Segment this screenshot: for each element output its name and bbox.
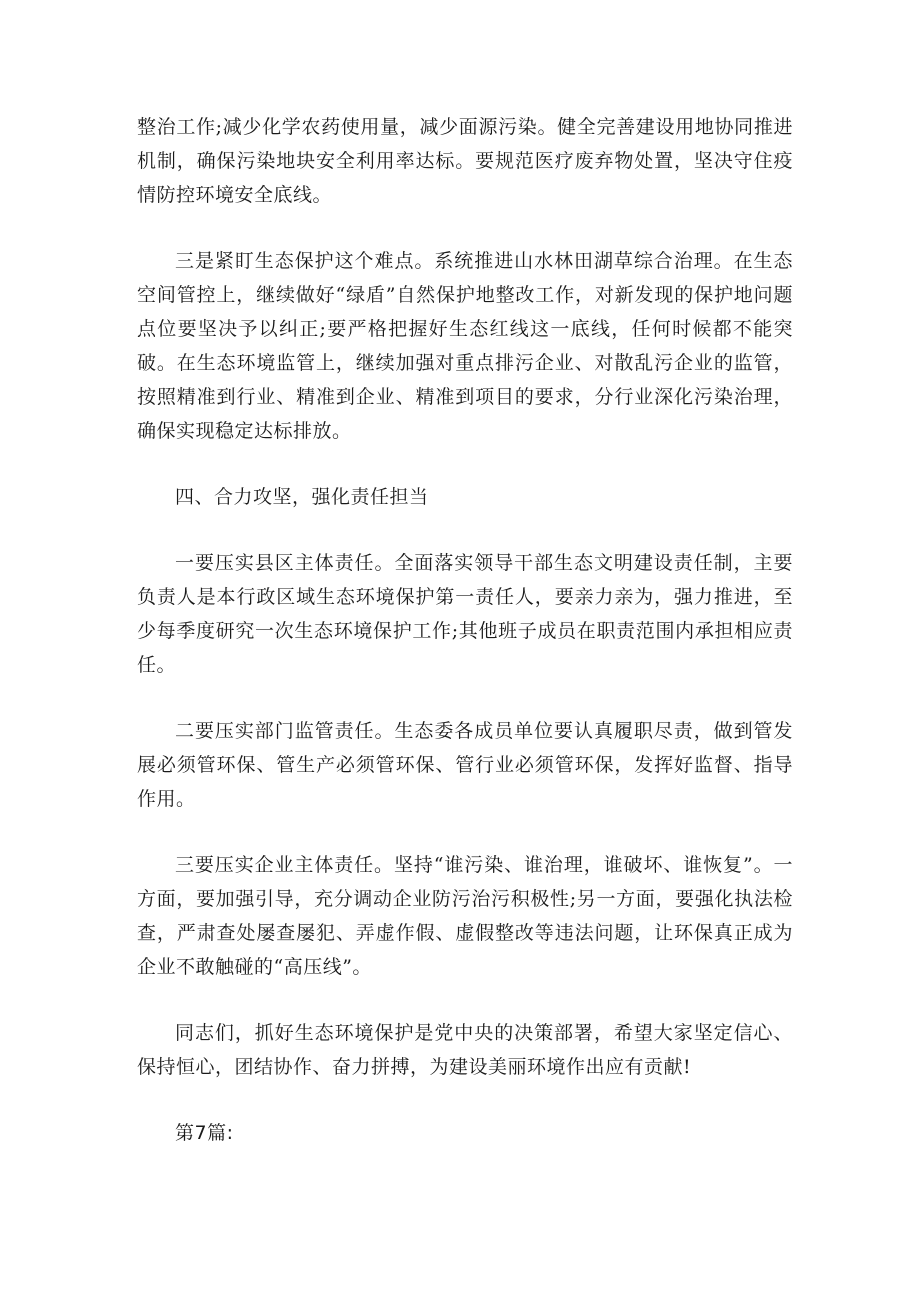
section-label-next: 第7篇: (175, 1122, 234, 1144)
paragraph-continuation: 整治工作;减少化学农药使用量，减少面源污染。健全完善建设用地协同推进机制，确保污染地块安全利用率达标。要规范医疗废弃物处置，坚决守住疫情防控环境安全底线。 (137, 116, 793, 206)
paragraph-enterprise-responsibility: 三要压实企业主体责任。坚持“谁污染、谁治理，谁破坏、谁恢复”。一方面，要加强引导，充分调动企业防污治污积极性;另一方面，要强化执法检查，严肃查处屡查屡犯、弄虚作假、虚假整改等违法问题，让环保真正成为企业不敢触碰的“高压线”。 (137, 854, 793, 978)
paragraph-department-responsibility: 二要压实部门监管责任。生态委各成员单位要认真履职尽责，做到管发展必须管环保、管生产必须管环保、管行业必须管环保，发挥好监督、指导作用。 (137, 720, 793, 810)
paragraph-ecological-protection: 三是紧盯生态保护这个难点。系统推进山水林田湖草综合治理。在生态空间管控上，继续做好“绿盾”自然保护地整改工作，对新发现的保护地问题点位要坚决予以纠正;要严格把握好生态红线这一底线，任何时候都不能突破。在生态环境监管上，继续加强对重点排污企业、对散乱污企业的监管，按照精准到行业、精准到企业、精准到项目的要求，分行业深化污染治理，确保实现稳定达标排放。 (137, 250, 793, 442)
paragraph-county-responsibility: 一要压实县区主体责任。全面落实领导干部生态文明建设责任制，主要负责人是本行政区域生态环境保护第一责任人，要亲力亲为，强力推进，至少每季度研究一次生态环境保护工作;其他班子成员在职责范围内承担相应责任。 (137, 552, 793, 676)
section-heading-responsibility: 四、合力攻坚，强化责任担当 (175, 486, 429, 508)
paragraph-closing: 同志们，抓好生态环境保护是党中央的决策部署，希望大家坚定信心、保持恒心，团结协作、奋力拼搏，为建设美丽环境作出应有贡献! (137, 1022, 793, 1078)
document-body (137, 110, 793, 1150)
